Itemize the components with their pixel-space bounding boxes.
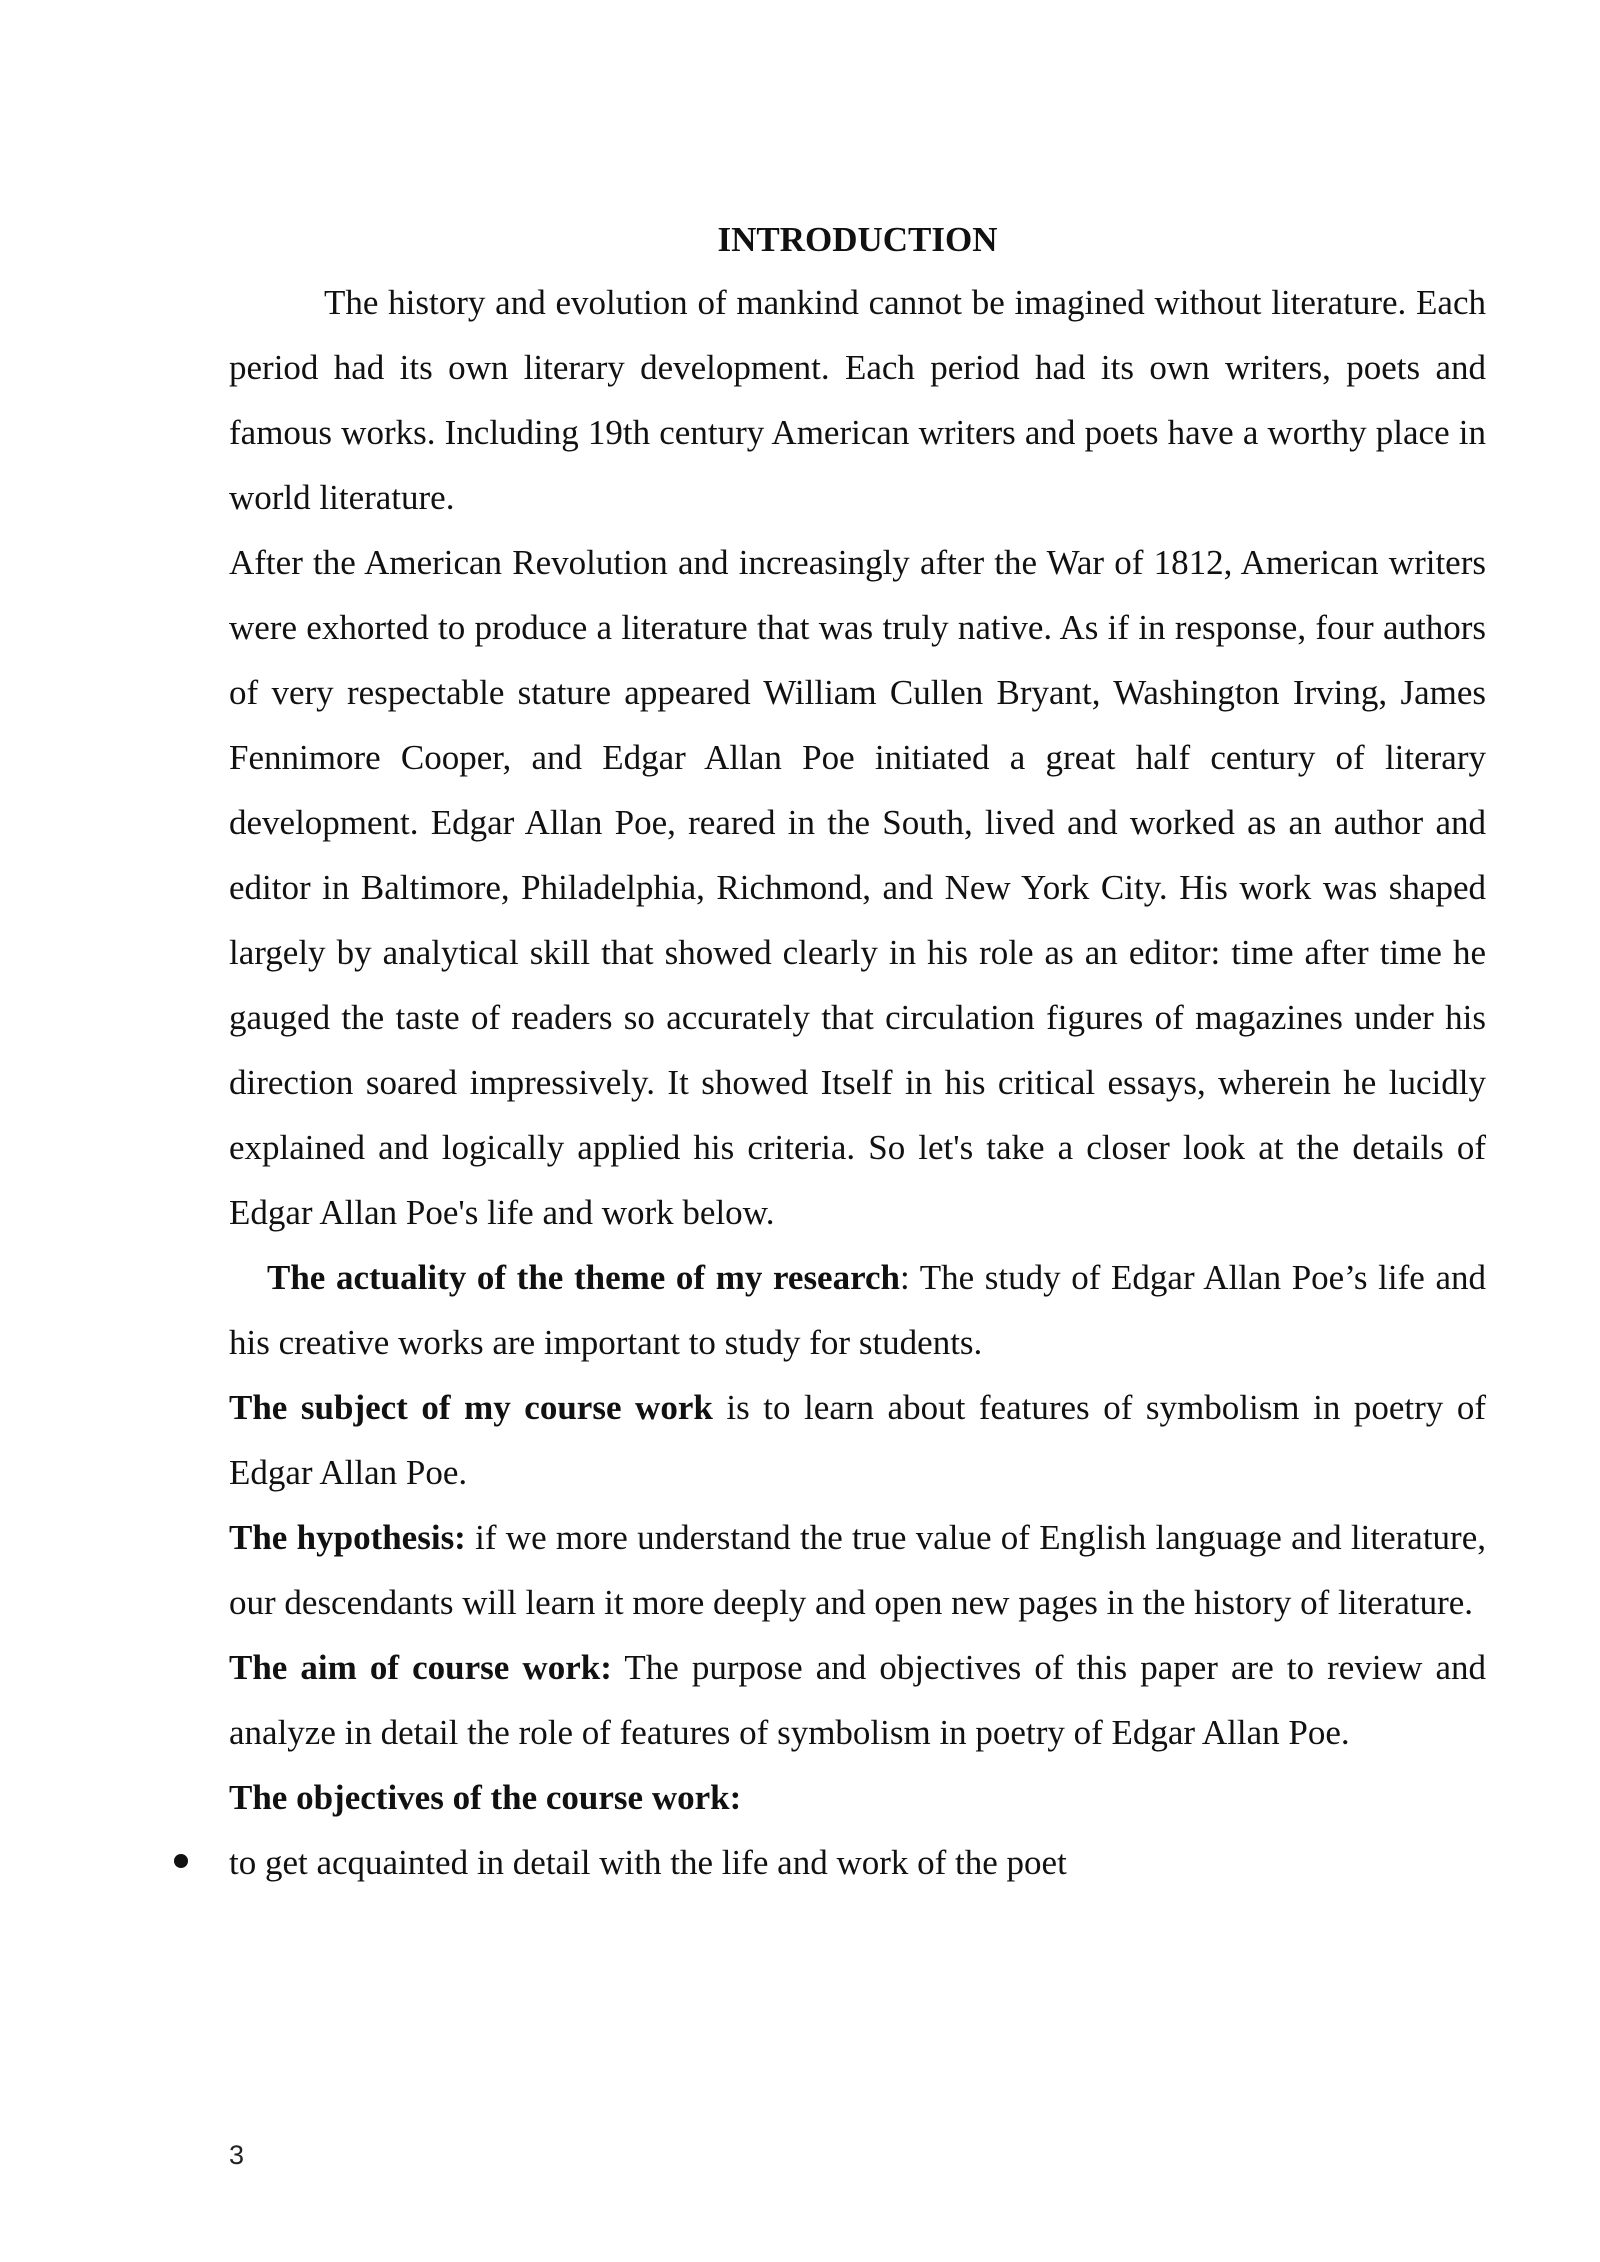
page-number: 3 — [229, 2140, 245, 2170]
list-item — [229, 1830, 1486, 1895]
actuality-text: : The study of Edgar Allan Poe’s life and his creative works are important to study for students. — [229, 1258, 1486, 1362]
aim-paragraph — [229, 1635, 1486, 1765]
objectives-label: The objectives of the course work: — [229, 1778, 742, 1817]
bullet-icon — [174, 1854, 188, 1868]
objectives-heading — [229, 1765, 1486, 1830]
hypothesis-label: The hypothesis: — [229, 1518, 466, 1557]
intro-paragraph-1: The history and evolution of mankind cannot be imagined without literature. Each period had its own literary development. Each period had its own writers, poets and famous works. Including 19th century American writers and poets have a worthy place in world literature. — [229, 283, 1486, 517]
actuality-paragraph — [229, 1245, 1486, 1375]
subject-paragraph — [229, 1375, 1486, 1505]
hypothesis-text: if we more understand the true value of English language and literature, our descendants will learn it more deeply and open new pages in the history of literature. — [229, 1518, 1486, 1622]
objective-text: to get acquainted in detail with the life and work of the poet — [229, 1843, 1067, 1882]
document-page — [229, 210, 1486, 1895]
hypothesis-paragraph — [229, 1505, 1486, 1635]
objectives-list — [229, 1830, 1486, 1895]
aim-label: The aim of course work: — [229, 1648, 612, 1687]
subject-label: The subject of my course work — [229, 1388, 713, 1427]
actuality-label: The actuality of the theme of my research — [267, 1258, 900, 1297]
aim-text: The purpose and objectives of this paper are to review and analyze in detail the role of features of symbolism in poetry of Edgar Allan Poe. — [229, 1648, 1486, 1752]
page-title: INTRODUCTION — [717, 220, 998, 259]
subject-text: is to learn about features of symbolism in poetry of Edgar Allan Poe. — [229, 1388, 1486, 1492]
intro-paragraph-2: After the American Revolution and increasingly after the War of 1812, American writers were exhorted to produce a literature that was truly native. As if in response, four authors of very respectable stature appeared William Cullen Bryant, Washington Irving, James Fennimore Cooper, and Edgar Allan Poe initiated a great half century of literary development. Edgar Allan Poe, reared in the South, lived and worked as an author and editor in Baltimore, Philadelphia, Richmond, and New York City. His work was shaped largely by analytical skill that showed clearly in his role as an editor: time after time he gauged the taste of readers so accurately that circulation figures of magazines under his direction soared impressively. It showed Itself in his critical essays, wherein he lucidly explained and logically applied his criteria. So let's take a closer look at the details of Edgar Allan Poe's life and work below. — [229, 543, 1486, 1232]
